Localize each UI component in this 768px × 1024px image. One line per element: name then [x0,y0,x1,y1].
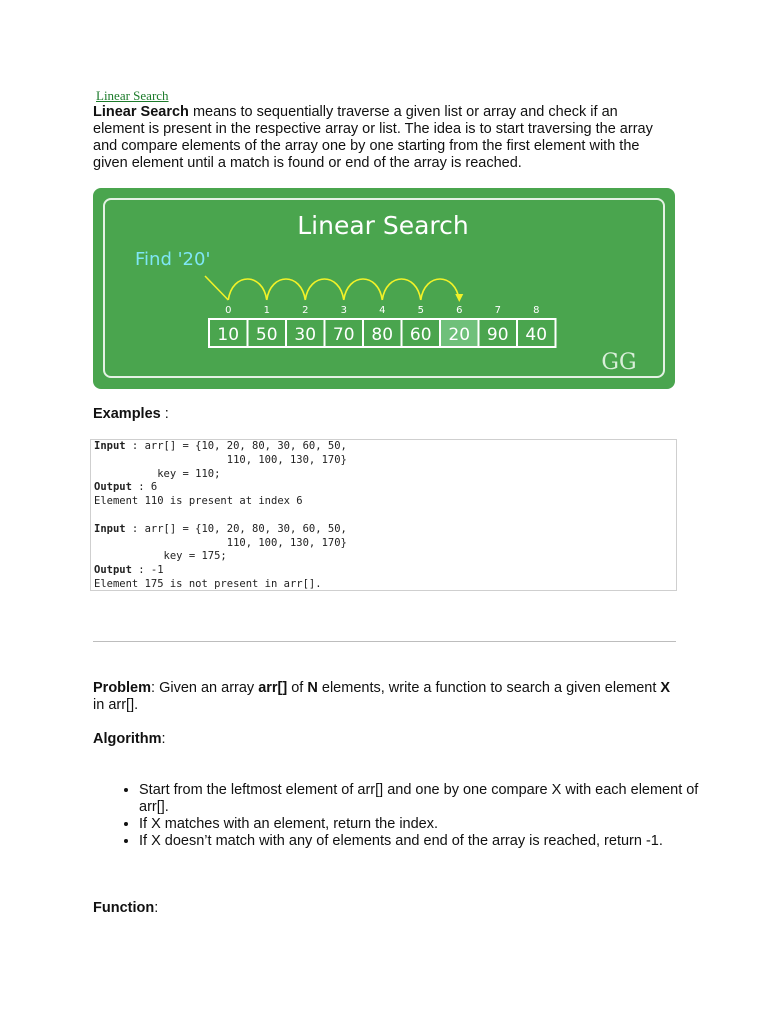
array-index-label: 4 [379,305,386,316]
algorithm-suffix: : [161,731,166,747]
code-line [94,509,676,523]
horizontal-divider [93,641,676,642]
algorithm-label: Algorithm [93,731,162,747]
search-arc [382,279,421,300]
array-index-label: 2 [302,305,309,316]
array-cell-value: 40 [525,325,548,345]
problem-text-2: of [287,680,308,696]
code-line [94,495,676,509]
code-line [94,481,676,495]
intro-term: Linear Search [93,104,189,120]
array-index-label: 6 [456,305,463,316]
problem-arr: arr[] [258,680,288,696]
banner-title: Linear Search [297,211,469,240]
code-label: Input [94,440,126,452]
function-suffix: : [154,900,159,916]
examples-label: Examples [93,406,161,422]
search-arc [421,279,460,300]
code-line [94,564,676,578]
code-label: Output [94,481,132,494]
banner-graphic [93,188,675,389]
search-arc [228,279,267,300]
algorithm-steps [93,782,719,850]
code-label: Input [94,522,126,535]
problem-paragraph [93,680,673,714]
code-line [94,440,676,454]
array-cell-value: 10 [217,325,240,345]
array-index-label: 8 [533,305,540,316]
find-label: Find '20' [135,249,211,270]
algorithm-step: • Start from the leftmost element of arr[] and one by one compare X with each element of arr[]. [139,782,719,816]
search-lead-line [205,276,228,300]
code-line [94,523,676,537]
code-line [94,537,676,551]
array-index-label: 3 [340,305,347,316]
problem-n: N [307,680,318,696]
intro-paragraph [93,104,673,172]
array-index-label: 1 [263,305,270,316]
algorithm-step: • If X matches with an element, return the index. [139,816,719,833]
problem-text-1: : Given an array [151,680,259,696]
search-arc [267,279,306,300]
array-cell-value: 90 [486,325,509,345]
array-index-label: 7 [494,305,501,316]
code-line [94,578,676,592]
code-text: Element 110 is present at index 6 [94,495,303,508]
code-line [94,550,676,564]
code-text: : arr[] = {10, 20, 80, 30, 60, 50, [125,440,347,452]
examples-heading [93,406,169,422]
intro-text: means to sequentially traverse a given list or array and check if an element is present in the respective array or list. The idea is to start traversing the array and compare elements of the array one by one starting from the first element with the given element until a match is found or end of the array is reached. [93,104,653,171]
problem-label: Problem [93,680,152,696]
code-text: key = 110; [94,467,221,480]
code-text: key = 175; [94,550,227,563]
array-cell-value: 80 [371,325,394,345]
function-heading [93,900,673,917]
index-labels [225,305,539,316]
code-text: : 6 [131,481,158,494]
examples-code [91,440,676,592]
gfg-logo: GG [601,350,637,375]
array-index-label: 0 [225,305,232,316]
search-arrowhead-icon [455,294,463,302]
array-cells [209,319,556,347]
function-label: Function [93,900,155,916]
examples-code-box [90,439,677,591]
code-text: 110, 100, 130, 170} [94,453,347,466]
search-arc [344,279,383,300]
code-text: : -1 [131,564,164,577]
algorithm-step: • If X doesn’t match with any of elements and end of the array is reached, return -1. [139,833,719,850]
search-arcs [205,276,463,302]
linear-search-banner [93,188,675,389]
problem-text-3: elements, write a function to search a given element [317,680,661,696]
array-cell-value: 20 [448,325,471,345]
array-cell-value: 60 [409,325,432,345]
code-line [94,454,676,468]
code-text: Element 175 is not present in arr[]. [94,577,322,590]
array-cell-value: 70 [332,325,355,345]
array-cell-value: 30 [294,325,317,345]
code-text [94,509,100,521]
search-arc [305,279,344,300]
array-index-label: 5 [417,305,424,316]
code-label: Output [94,564,132,577]
problem-x: X [660,680,671,696]
linear-search-link[interactable]: Linear Search [96,88,169,103]
code-text: 110, 100, 130, 170} [94,536,347,549]
code-text: : arr[] = {10, 20, 80, 30, 60, 50, [125,522,347,535]
problem-text-4: in arr[]. [93,697,139,713]
examples-suffix: : [160,406,169,422]
code-line [94,468,676,482]
algorithm-heading [93,731,673,748]
array-cell-value: 50 [255,325,278,345]
